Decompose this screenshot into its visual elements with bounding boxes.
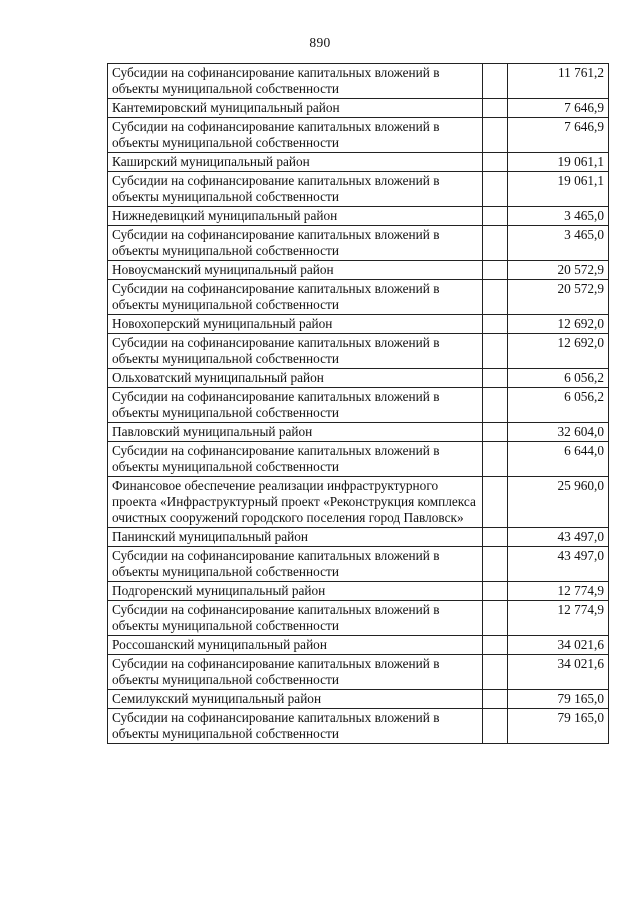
row-empty-cell xyxy=(483,369,508,388)
table-row xyxy=(108,207,609,226)
row-amount-cell: 6 056,2 xyxy=(508,369,609,388)
row-name-cell: Нижнедевицкий муниципальный район xyxy=(108,207,483,226)
row-empty-cell xyxy=(483,64,508,99)
row-empty-cell xyxy=(483,261,508,280)
row-empty-cell xyxy=(483,690,508,709)
row-empty-cell xyxy=(483,99,508,118)
row-amount-cell: 34 021,6 xyxy=(508,636,609,655)
table-row xyxy=(108,99,609,118)
row-empty-cell xyxy=(483,528,508,547)
row-empty-cell xyxy=(483,423,508,442)
row-empty-cell xyxy=(483,153,508,172)
row-name-cell: Субсидии на софинансирование капитальных вложений в объекты муниципальной собственности xyxy=(108,442,483,477)
row-amount-cell: 6 644,0 xyxy=(508,442,609,477)
row-amount-cell: 32 604,0 xyxy=(508,423,609,442)
row-name-cell: Субсидии на софинансирование капитальных вложений в объекты муниципальной собственности xyxy=(108,388,483,423)
table-row xyxy=(108,547,609,582)
table-row xyxy=(108,582,609,601)
table-row xyxy=(108,226,609,261)
row-name-cell: Субсидии на софинансирование капитальных вложений в объекты муниципальной собственности xyxy=(108,547,483,582)
table-row xyxy=(108,261,609,280)
table-row xyxy=(108,64,609,99)
row-name-cell: Субсидии на софинансирование капитальных вложений в объекты муниципальной собственности xyxy=(108,118,483,153)
row-name-cell: Субсидии на софинансирование капитальных вложений в объекты муниципальной собственности xyxy=(108,172,483,207)
row-amount-cell: 19 061,1 xyxy=(508,153,609,172)
row-name-cell: Субсидии на софинансирование капитальных вложений в объекты муниципальной собственности xyxy=(108,709,483,744)
row-amount-cell: 3 465,0 xyxy=(508,207,609,226)
row-name-cell: Субсидии на софинансирование капитальных вложений в объекты муниципальной собственности xyxy=(108,601,483,636)
row-name-cell: Каширский муниципальный район xyxy=(108,153,483,172)
row-amount-cell: 11 761,2 xyxy=(508,64,609,99)
row-name-cell: Субсидии на софинансирование капитальных вложений в объекты муниципальной собственности xyxy=(108,334,483,369)
row-empty-cell xyxy=(483,388,508,423)
table-row xyxy=(108,423,609,442)
table-row xyxy=(108,315,609,334)
row-empty-cell xyxy=(483,601,508,636)
table-row xyxy=(108,153,609,172)
row-name-cell: Новоусманский муниципальный район xyxy=(108,261,483,280)
row-amount-cell: 25 960,0 xyxy=(508,477,609,528)
row-amount-cell: 12 774,9 xyxy=(508,601,609,636)
row-amount-cell: 43 497,0 xyxy=(508,528,609,547)
row-name-cell: Субсидии на софинансирование капитальных вложений в объекты муниципальной собственности xyxy=(108,280,483,315)
row-empty-cell xyxy=(483,547,508,582)
table-row xyxy=(108,601,609,636)
row-amount-cell: 3 465,0 xyxy=(508,226,609,261)
row-amount-cell: 79 165,0 xyxy=(508,690,609,709)
row-name-cell: Семилукский муниципальный район xyxy=(108,690,483,709)
table-row xyxy=(108,709,609,744)
row-amount-cell: 7 646,9 xyxy=(508,99,609,118)
row-amount-cell: 7 646,9 xyxy=(508,118,609,153)
row-empty-cell xyxy=(483,636,508,655)
page-number: 890 xyxy=(309,35,331,50)
row-amount-cell: 20 572,9 xyxy=(508,261,609,280)
row-amount-cell: 20 572,9 xyxy=(508,280,609,315)
row-name-cell: Новохоперский муниципальный район xyxy=(108,315,483,334)
row-empty-cell xyxy=(483,280,508,315)
row-name-cell: Субсидии на софинансирование капитальных вложений в объекты муниципальной собственности xyxy=(108,655,483,690)
row-name-cell: Подгоренский муниципальный район xyxy=(108,582,483,601)
table-row xyxy=(108,442,609,477)
row-empty-cell xyxy=(483,118,508,153)
table-row xyxy=(108,690,609,709)
row-empty-cell xyxy=(483,582,508,601)
row-amount-cell: 43 497,0 xyxy=(508,547,609,582)
row-empty-cell xyxy=(483,226,508,261)
table-row xyxy=(108,477,609,528)
row-name-cell: Субсидии на софинансирование капитальных вложений в объекты муниципальной собственности xyxy=(108,226,483,261)
row-name-cell: Кантемировский муниципальный район xyxy=(108,99,483,118)
row-amount-cell: 19 061,1 xyxy=(508,172,609,207)
table-row xyxy=(108,655,609,690)
table-row xyxy=(108,334,609,369)
table-row xyxy=(108,118,609,153)
row-amount-cell: 6 056,2 xyxy=(508,388,609,423)
row-empty-cell xyxy=(483,442,508,477)
row-amount-cell: 79 165,0 xyxy=(508,709,609,744)
row-amount-cell: 34 021,6 xyxy=(508,655,609,690)
row-empty-cell xyxy=(483,709,508,744)
row-name-cell: Финансовое обеспечение реализации инфраструктурного проекта «Инфраструктурный проект «Реконструкция комплекса очистных сооружений городского поселения город Павловск» xyxy=(108,477,483,528)
row-name-cell: Россошанский муниципальный район xyxy=(108,636,483,655)
table-row xyxy=(108,388,609,423)
row-amount-cell: 12 774,9 xyxy=(508,582,609,601)
row-name-cell: Павловский муниципальный район xyxy=(108,423,483,442)
row-empty-cell xyxy=(483,207,508,226)
row-name-cell: Ольховатский муниципальный район xyxy=(108,369,483,388)
row-amount-cell: 12 692,0 xyxy=(508,334,609,369)
table-row xyxy=(108,280,609,315)
table-row xyxy=(108,528,609,547)
table-row xyxy=(108,369,609,388)
row-name-cell: Панинский муниципальный район xyxy=(108,528,483,547)
row-amount-cell: 12 692,0 xyxy=(508,315,609,334)
budget-table-body xyxy=(108,64,609,744)
row-empty-cell xyxy=(483,334,508,369)
budget-table xyxy=(107,63,609,744)
table-row xyxy=(108,172,609,207)
table-row xyxy=(108,636,609,655)
row-name-cell: Субсидии на софинансирование капитальных вложений в объекты муниципальной собственности xyxy=(108,64,483,99)
row-empty-cell xyxy=(483,655,508,690)
row-empty-cell xyxy=(483,315,508,334)
row-empty-cell xyxy=(483,477,508,528)
row-empty-cell xyxy=(483,172,508,207)
